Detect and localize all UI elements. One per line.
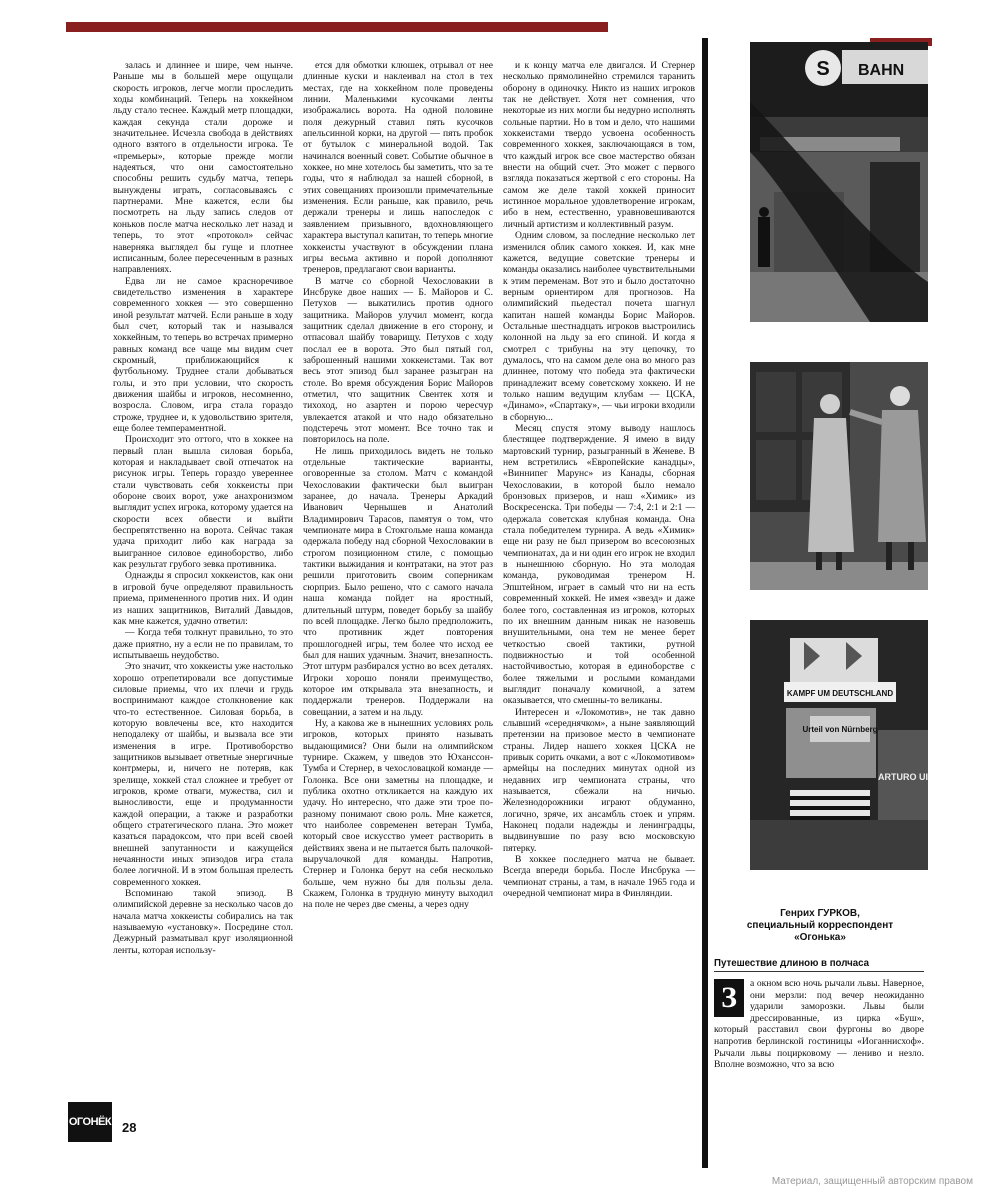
sbahn-s-letter: S	[816, 58, 830, 80]
sbahn-word: BAHN	[858, 62, 905, 79]
article-paragraph: В матче со сборной Чехословакии в Инсбруке двое наших — Б. Майоров и С. Петухов — выкатились против одного защитника. Майоров улучил момент, когда защитник сделал движение в его сторону, и отпасовал шайбу товарищу. Петухов с ходу послал ее в ворота. Это был пятый гол, заброшенный нашими хоккеистами. Так вот весь этот эпизод был заранее разыгран на столе. Во время обсуждения Борис Майоров отметил, что защитник Свентек хотя и тихоход, но азартен и порою чересчур увлекается атакой и что надо обязательно подстеречь этот момент. Все точно так и повторилось на поле.	[303, 275, 493, 446]
copyright-note: Материал, защищенный авторским правом	[771, 1176, 973, 1187]
photo-women-graphic	[750, 362, 928, 590]
section-body: а окном всю ночь рычали львы. Наверное, они мерзли: под вечер неожиданно ударили заморозки. Львы были дрессированные, из цирка «Буш», который расставил свои фургоны во дворе напротив берлинской гостиницы «Иоганнисхоф». Рычали львы поцирковому — лениво и незло. Вполне возможно, что за всю	[714, 978, 924, 1071]
article-paragraph: В хоккее последнего матча не бывает. Всегда впереди борьба. После Инсбрука — чемпионат страны, а там, в начале 1965 года и очередной чемпионат мира в Финляндии.	[503, 854, 695, 900]
author-caption	[720, 908, 920, 944]
article-paragraph: Одним словом, за последние несколько лет изменился облик самого хоккея. И, как мне кажется, ведущие советские тренеры и команды оказались наиболее чувствительными к этим переменам. Вот это и было достаточно верным ориентиром для прогнозов. На олимпийский пьедестал почета шагнул капитан нашей команды Борис Майоров. Остальные шестнадцать игроков выстроились колонной на льду за его спиной. И когда я смотрел с трибуны на эту цепочку, то думалось, что на самом деле она во много раз длиннее, потому что победа эта фактически принадлежит всему советскому хоккею. И не только нашим ведущим клубам — ЦСКА, «Динамо», «Спартаку», — чьи игроки входили в сборную...	[503, 230, 696, 423]
article-paragraph: — Когда тебя толкнут правильно, то это даже приятно, ну а если не по правилам, то испытываешь неудобство.	[113, 627, 293, 661]
photo-posters-graphic	[750, 620, 928, 870]
author-magazine: «Огонька»	[794, 932, 846, 943]
column-divider	[702, 38, 708, 1168]
article-paragraph: Едва ли не самое красноречивое свидетельство изменения в характере современного хоккея — это совершенно иной результат матчей. Если раньше в ходу был счет, который так и назывался хоккейным, то теперь во встречах примерно равных команд все чаще мы видим счет скромный, приближающийся к футбольному. Труднее стали добываться голы, и это при условии, что скорость движения шайбы и игроков, несомненно, возросла. Словом, игра стала гораздо строже, труднее и, к удовольствию зрителя, еще более темпераментной.	[113, 275, 293, 434]
page-number: 28	[122, 1120, 137, 1135]
drop-cap: З	[714, 979, 744, 1017]
poster-kampf-text: KAMPF UM DEUTSCHLAND	[786, 689, 894, 698]
article-paragraph: залась и длиннее и шире, чем нынче. Раньше мы в большей мере ощущали скорость игроков, легче могли проследить ходы комбинаций. Теперь на хоккейном льду стало теснее. Каждый метр площадки, каждая секунда стали дороже и значительнее. Исчезла свобода в действиях одного взятого в отдельности игрока. Те «премьеры», которые прежде могли надеяться, что они самостоятельно способны решить судьбу матча, теперь вынуждены играть, согласовываясь с партнерами. Мне кажется, если бы посмотреть на льду запись следов от коньков после матча несколько лет назад и теперь, то этот «протокол» сейчас наверняка выглядел бы гуще и плотнее исписанным, более пересеченным в разных направлениях.	[113, 60, 293, 276]
article-column-3	[503, 60, 695, 899]
article-column-1	[113, 60, 293, 956]
photo-posters	[750, 620, 928, 870]
photo-sbahn-station	[750, 42, 928, 322]
top-color-bar	[66, 22, 608, 32]
poster-arturo-text: ARTURO UI	[878, 772, 928, 782]
article-paragraph: Однажды я спросил хоккеистов, как они в игровой буче определяют правильность приема, примененного против них. И один из наших защитников, Виталий Давыдов, как мне кажется, удачно ответил:	[113, 570, 293, 627]
article-paragraph: и к концу матча еле двигался. И Стернер несколько прямолинейно стремился таранить оборону в одиночку. Никто из наших игроков так не действует. Хотя нет сомнения, что некоторые из них могли бы недурно исполнять сольные партии. Но в том и дело, что нашими хоккеистами твердо усвоена особенность современного хоккея, заключающаяся в том, что каждый игрок все свое мастерство обязан внести на общий счет. Это может с первого взгляда показаться жертвой с его стороны. На самом же деле такой хоккей приносит истинное моральное удовлетворение игрокам, ибо в нем, естественно, уравновешиваются личный артистизм и коллективный разум.	[503, 60, 695, 230]
article-paragraph: Не лишь приходилось видеть не только отдельные тактические варианты, оговоренные за столом. Матч с командой Чехословакии фактически был выигран заранее, до начала. Тренеры Аркадий Иванович Чернышев и Анатолий Владимирович Тарасов, памятуя о том, что чемпионате мира в Стокгольме наша команда одержала победу над сборной Чехословакии в строгом позиционном стиле, с помощью тактики выжидания и контратаки, на этот раз решили приготовить своим соперникам сюрприз. Было решено, что с самого начала наша команда пойдет на яростный, длительный штурм, поведет борьбу за шайбу по всей площадке. Легко было предположить, что противник ждет повторения прошлогодней игры, тем более что исход ее был для наших удачным. Значит, внезапность. Этот штурм разбирался устно во всех деталях. Игроки хорошо поняли преимущество, которое им открывала эта внезапность, и поддержали тренеров. Поддержали на совещании, а затем и на льду.	[303, 445, 493, 718]
article-paragraph: Интересен и «Локомотив», не так давно слывший «середнячком», а ныне заявляющий претензии на призовое место в чемпионате страны. Лидер нашего хоккея ЦСКА не привык сорить очками, а вот с «Локомотивом» армейцы на последних минутах одной из недавних игр чемпионата страны, что называется, сбежали на ничью. Железнодорожники играют обдуманно, логично, зряче, их ансамбль стоек и упрям. Наконец подали надежды и ленинградцы, выдвинувшие по разу всю московскую пятерку.	[503, 706, 695, 854]
section-title: Путешествие длиною в полчаса	[714, 958, 924, 972]
photo-sbahn-graphic	[750, 42, 928, 322]
magazine-logo: ОГОНЁК	[68, 1102, 112, 1142]
article-paragraph: Ну, а какова же в нынешних условиях роль игроков, которых принято называть выдающимися? Они были на олимпийском турнире. Скажем, у шведов это Юханссон-Тумба и Стернер, в чехословацкой команде — Голонка. Все они заметны на площадке, и публика охотно откликается на каждую их удачу. Но интересно, что даже эти трое по-разному понимают свою роль. Мне кажется, что наиболее современен ветеран Тумба, который свое искусство умеет растворить в действиях звена и не пытается быть палочкой-выручалочкой для команды. Напротив, Стернер и Голонка берут на себя несколько больше, чем нужно бы для пользы дела. Скажем, Голонка в трудную минуту выходил на поле не через две смены, а через одну	[303, 717, 493, 911]
article-paragraph: Месяц спустя этому выводу нашлось блестящее подтверждение. Я имею в виду мартовский турнир, разыгранный в Женеве. В нем встретились «Европейские канадцы», «Виннипег Марунс» из Канады, сборная Чехословакии, в которой было немало бронзовых призеров, и наш «Химик» из Воскресенска. Три победы — 7:4, 2:1 и 2:1 — одержала советская клубная команда. Она стала победителем турнира. А ведь «Химик» еще ни разу не был призером во всесоюзных чемпионатах, да и ни один его игрок не входил в нынешнюю сборную. Но эта молодая команда, руководимая тренером Н. Эпштейном, играет в самый что ни на есть современный хоккей. Не имея «звезд» и даже более того, составленная из игроков, которых по их внешним данным никак не назовешь внушительными, она тем не менее берет четкостью своей тактики, рутной подвижностью и той особенной настойчивостью, которая в единоборстве с более тяжелыми и рослыми командами выглядит поначалу комичной, а затем оказывается, что смешны-то великаны.	[503, 423, 695, 707]
photo-women-window	[750, 362, 928, 590]
section-text	[714, 978, 924, 1071]
article-paragraph: Происходит это оттого, что в хоккее на первый план вышла силовая борьба, которая и накладывает свой отпечаток на рисунок игры. Теперь гораздо увереннее стали чувствовать себя хоккеисты при обороне своих ворот, уже анахронизмом выглядит успех игрока, которому удается на скорости всех обвести и выйти беспрепятственно на ворота. Сейчас такая удача приходит либо как награда за выигранное силовое единоборство, либо как результат грубого зевка противника.	[113, 434, 293, 571]
poster-urteil-text: Urteil von Nürnberg	[802, 725, 878, 734]
article-column-2	[303, 60, 493, 911]
author-name: Генрих ГУРКОВ,	[780, 908, 860, 919]
author-role: специальный корреспондент	[746, 920, 894, 931]
article-paragraph: Это значит, что хоккеисты уже настолько хорошо отрепетировали все допустимые силовые приемы, что их плечи и грудь воспринимают каждое столкновение как что-то естественное. Силовая борьба, в которую вовлечены все, кто находится неподалеку от шайбы, и вызвала все эти изменения в игре. Противоборство защитников вызывает ответные энергичные контрмеры, и, ничего не потеряв, как зрелище, хоккей стал сложнее и требует от игроков, кроме отваги, мужества, сил и выносливости, еще и продуманности каждой операции, а также и разработки общего стратегического плана. Это может казаться парадоксом, что при всей своей внешней запутанности и кажущейся нечаянности иных эпизодов игра стала более логичной. И в этом большая прелесть современного хоккея.	[113, 661, 293, 888]
article-paragraph: Вспоминаю такой эпизод. В олимпийской деревне за несколько часов до начала матча хоккеисты собирались на так называемую «установку». Посредине стол. Дежурный разматывал круг изоляционной ленты, которая использу-	[113, 888, 293, 956]
article-paragraph: ется для обмотки клюшек, отрывал от нее длинные куски и наклеивал на стол в тех местах, где на хоккейном поле проведены линии. Маленькими кусочками ленты изображались ворота. На одной половине поля дежурный ставил пять кусочков апельсинной корки, на другой — пять пробок от бутылок с минеральной водой. Так начинался военный совет. Событие обычное в хоккее, но мне хотелось бы заметить, что за те годы, что я наблюдал за нашей сборной, в этих совещаниях произошли примечательные изменения. Если раньше, как правило, речь держали тренеры и лишь напоследок с заявлением призывного, вдохновляющего характера выступал капитан, то теперь многие хоккеисты участвуют в обсуждении плана игры весьма активно и порой дополняют тренеров, предлагают свои варианты.	[303, 60, 493, 276]
